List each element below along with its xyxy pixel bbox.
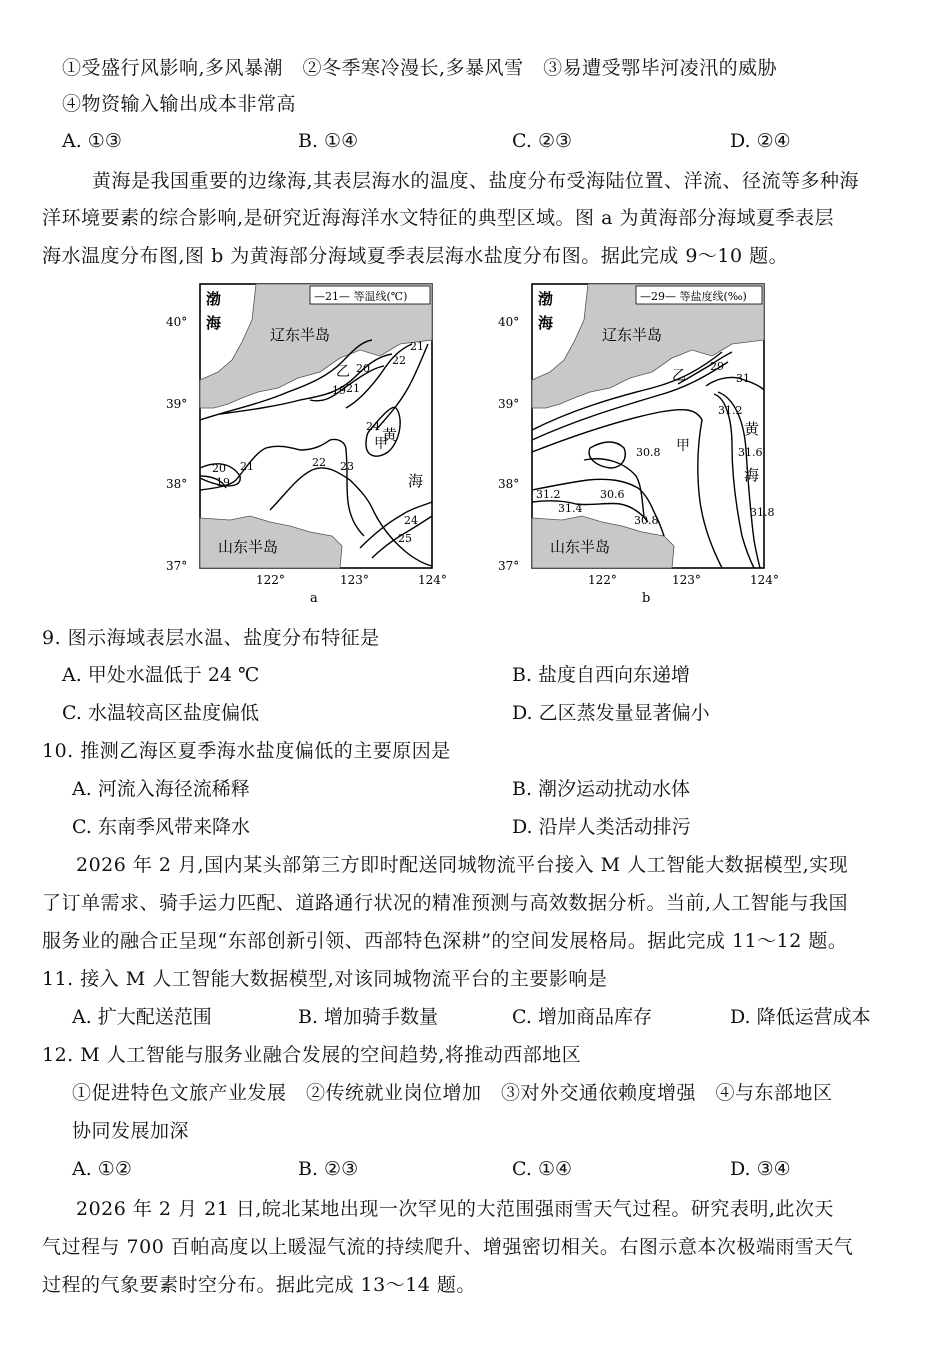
figure-a-bohai-1: 渤 (206, 290, 222, 308)
q9-option-b: B. 盐度自西向东递增 (512, 664, 691, 686)
q11-option-a: A. 扩大配送范围 (72, 1006, 212, 1028)
q8-option-b: B. ①④ (298, 130, 359, 152)
figure-a-iso-24-low: 24 (404, 514, 418, 527)
q10-option-a: A. 河流入海径流稀释 (72, 778, 250, 800)
figure-a-iso-19-left: 19 (216, 476, 230, 489)
figure-b-jia: 甲 (676, 438, 690, 454)
figure-b-lat-39: 39° (498, 397, 520, 411)
figure-a-yi: 乙 (336, 364, 350, 380)
figure-a-lon-123: 123° (340, 573, 369, 587)
figure-a-caption: a (310, 591, 318, 606)
q12-option-c: C. ①④ (512, 1158, 573, 1180)
figure-a-legend: —21— 等温线(℃) (314, 290, 408, 303)
figure-a-iso-22-mid: 22 (312, 456, 326, 469)
figure-b-lon-123: 123° (672, 573, 701, 587)
figure-a-hai: 海 (408, 472, 424, 490)
intro1-line2: 洋环境要素的综合影响,是研究近海海洋水文特征的典型区域。图 a 为黄海部分海域夏季表层 (42, 207, 834, 229)
q10-option-c: C. 东南季风带来降水 (72, 816, 250, 838)
intro1-line3: 海水温度分布图,图 b 为黄海部分海域夏季表层海水盐度分布图。据此完成 9～10 题。 (42, 245, 789, 267)
figure-b-lon-122: 122° (588, 573, 617, 587)
figure-b-huang: 黄 (744, 420, 760, 438)
figure-a-lat-40: 40° (166, 315, 188, 329)
figure-b-iso-31-2-top: 31.2 (718, 404, 743, 417)
q11-option-d: D. 降低运营成本 (730, 1006, 871, 1028)
figure-b-caption: b (642, 591, 651, 606)
figure-a-liaodong: 辽东半岛 (270, 326, 331, 344)
q12-items-line1: ①促进特色文旅产业发展 ②传统就业岗位增加 ③对外交通依赖度增强 ④与东部地区 (72, 1082, 833, 1104)
figure-b-lat-40: 40° (498, 315, 520, 329)
q8-option-d: D. ②④ (730, 130, 791, 152)
intro2-line1: 2026 年 2 月,国内某头部第三方即时配送同城物流平台接入 M 人工智能大数据模型,实现 (76, 854, 849, 876)
q8-items-line1: ①受盛行风影响,多风暴潮 ②冬季寒冷漫长,多暴风雪 ③易遭受鄂毕河凌汛的威胁 (62, 57, 778, 79)
q10-stem: 10. 推测乙海区夏季海水盐度偏低的主要原因是 (42, 740, 451, 762)
figure-b-lat-37: 37° (498, 559, 520, 573)
figure-a-iso-21-top: 21 (410, 340, 424, 353)
figure-a-lat-38: 38° (166, 477, 188, 491)
figure-a-lat-39: 39° (166, 397, 188, 411)
figure-a-iso-25: 25 (398, 532, 412, 545)
intro2-line2: 了订单需求、骑手运力匹配、道路通行状况的精准预测与高效数据分析。当前,人工智能与我国 (42, 892, 849, 914)
figure-b-iso-29: 29 (710, 360, 724, 373)
figure-a-lon-122: 122° (256, 573, 285, 587)
q9-stem: 9. 图示海域表层水温、盐度分布特征是 (42, 627, 380, 649)
q8-items-line2: ④物资输入输出成本非常高 (62, 93, 297, 115)
figure-b-iso-30-6: 30.6 (600, 488, 625, 501)
q11-option-b: B. 增加骑手数量 (298, 1006, 439, 1028)
q12-option-b: B. ②③ (298, 1158, 359, 1180)
figure-b-lon-124: 124° (750, 573, 779, 587)
figure-a-lat-37: 37° (166, 559, 188, 573)
figure-a-iso-20-left: 20 (212, 462, 226, 475)
q8-option-c: C. ②③ (512, 130, 573, 152)
figure-a-iso-23: 23 (340, 460, 354, 473)
figure-a-jia: 甲 (374, 436, 388, 452)
figure-b-legend: —29— 等盐度线(‰) (640, 290, 747, 303)
figure-b-iso-30-8-low: 30.8 (634, 514, 659, 527)
figure-b-iso-31-4: 31.4 (558, 502, 583, 515)
q12-stem: 12. M 人工智能与服务业融合发展的空间趋势,将推动西部地区 (42, 1044, 582, 1066)
q9-option-c: C. 水温较高区盐度偏低 (62, 702, 259, 724)
figure-b-iso-30-8-mid: 30.8 (636, 446, 661, 459)
q9-option-d: D. 乙区蒸发量显著偏小 (512, 702, 710, 724)
figure-a-iso-20-top: 20 (356, 362, 370, 375)
intro3-line2: 气过程与 700 百帕高度以上暖湿气流的持续爬升、增强密切相关。右图示意本次极端雨雪天气 (42, 1236, 854, 1258)
figure-b-hai: 海 (744, 466, 760, 484)
q12-option-a: A. ①② (72, 1158, 132, 1180)
figure-b-iso-31-6: 31.6 (738, 446, 763, 459)
figure-a-shandong: 山东半岛 (218, 538, 279, 556)
figure-b-shandong: 山东半岛 (550, 538, 611, 556)
figure-a-iso-24: 24 (366, 420, 380, 433)
q8-option-a: A. ①③ (62, 130, 122, 152)
figure-b-bohai-1: 渤 (538, 290, 554, 308)
figure-a-lon-124: 124° (418, 573, 447, 587)
figure-b-yi: 乙 (672, 368, 686, 384)
figure-a-temperature-map (160, 280, 460, 610)
figure-a-iso-21-mid: 21 (346, 382, 360, 395)
figure-b-bohai-2: 海 (538, 314, 554, 332)
figure-b-lat-38: 38° (498, 477, 520, 491)
intro3-line1: 2026 年 2 月 21 日,皖北某地出现一次罕见的大范围强雨雪天气过程。研究表明,此次天 (76, 1198, 834, 1220)
figure-a-bohai-2: 海 (206, 314, 222, 332)
q11-option-c: C. 增加商品库存 (512, 1006, 652, 1028)
figure-a-huang: 黄 (382, 426, 398, 444)
q12-option-d: D. ③④ (730, 1158, 791, 1180)
figure-b-iso-31: 31 (736, 372, 750, 385)
q9-option-a: A. 甲处水温低于 24 ℃ (62, 664, 260, 686)
figure-b-liaodong: 辽东半岛 (602, 326, 663, 344)
figure-a-iso-22-top: 22 (392, 354, 406, 367)
q10-option-d: D. 沿岸人类活动排污 (512, 816, 691, 838)
intro3-line3: 过程的气象要素时空分布。据此完成 13～14 题。 (42, 1274, 476, 1296)
figure-a-iso-21-left: 21 (240, 460, 254, 473)
figure-b-iso-31-8: 31.8 (750, 506, 775, 519)
q11-stem: 11. 接入 M 人工智能大数据模型,对该同城物流平台的主要影响是 (42, 968, 608, 990)
figure-b-salinity-map (492, 280, 792, 610)
q10-option-b: B. 潮汐运动扰动水体 (512, 778, 691, 800)
q12-items-line2: 协同发展加深 (72, 1120, 190, 1142)
intro2-line3: 服务业的融合正呈现“东部创新引领、西部特色深耕”的空间发展格局。据此完成 11～12 题。 (42, 930, 848, 952)
intro1-line1: 黄海是我国重要的边缘海,其表层海水的温度、盐度分布受海陆位置、洋流、径流等多种海 (92, 170, 860, 192)
figure-a-iso-19-top: 19 (332, 384, 346, 397)
figure-b-iso-31-2-left: 31.2 (536, 488, 561, 501)
